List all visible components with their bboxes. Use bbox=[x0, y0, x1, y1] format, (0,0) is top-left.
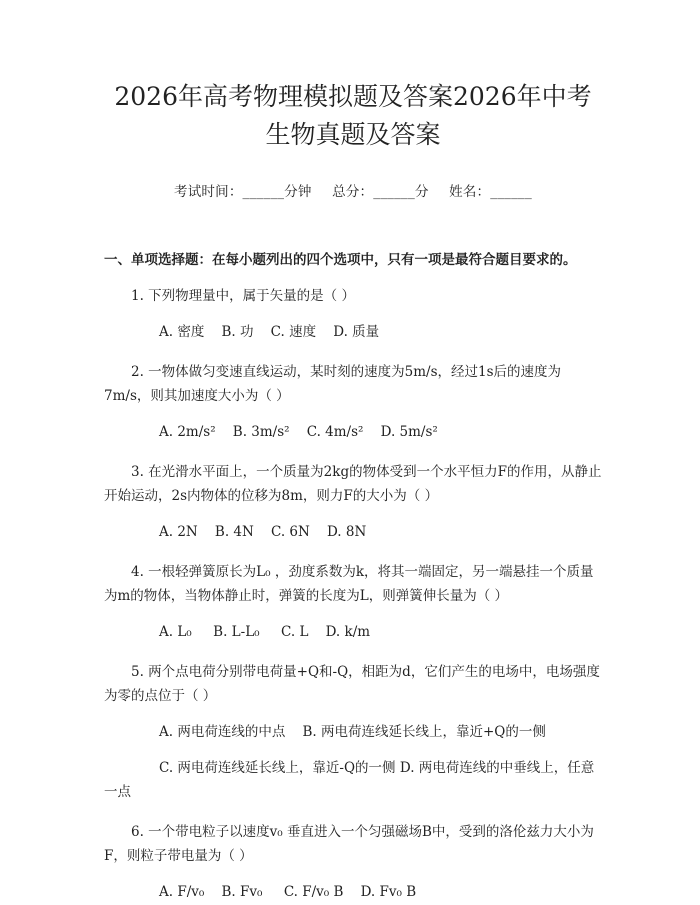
question-stem: 6. 一个带电粒子以速度v₀ 垂直进入一个匀强磁场B中，受到的洛伦兹力大小为F，则粒子带电量为（ ） bbox=[104, 824, 594, 864]
exam-time: 考试时间：______分钟 bbox=[174, 184, 312, 200]
question-stem: 1. 下列物理量中，属于矢量的是（ ） bbox=[131, 288, 355, 304]
question-stem: 3. 在光滑水平面上，一个质量为2kg的物体受到一个水平恒力F的作用，从静止开始运动，2s内物体的位移为8m，则力F的大小为（ ） bbox=[104, 464, 602, 504]
exam-score: 总分：______分 bbox=[332, 184, 429, 200]
exam-name: 姓名：______ bbox=[449, 184, 532, 200]
question-options: A. F/v₀ B. Fv₀ C. F/v₀ B D. Fv₀ B bbox=[159, 884, 417, 900]
document-title: 2026年高考物理模拟题及答案2026年中考生物真题及答案 bbox=[114, 82, 592, 149]
exam-meta bbox=[104, 180, 602, 200]
question-options: A. 2N B. 4N C. 6N D. 8N bbox=[159, 524, 367, 540]
question-stem: 2. 一物体做匀变速直线运动，某时刻的速度为5m/s，经过1s后的速度为7m/s，则其加速度大小为（ ） bbox=[104, 364, 562, 404]
question-stem: 4. 一根轻弹簧原长为L₀ ，劲度系数为k，将其一端固定，另一端悬挂一个质量为m的物体，当物体静止时，弹簧的长度为L，则弹簧伸长量为（ ） bbox=[104, 564, 594, 604]
question-stem: 5. 两个点电荷分别带电荷量+Q和-Q，相距为d，它们产生的电场中，电场强度为零的点位于（ ） bbox=[104, 664, 600, 704]
question-options-continued: C. 两电荷连线延长线上，靠近-Q的一侧 D. 两电荷连线的中垂线上，任意一点 bbox=[104, 760, 595, 800]
question-options: A. L₀ B. L-L₀ C. L D. k/m bbox=[159, 624, 371, 640]
question-options: A. 密度 B. 功 C. 速度 D. 质量 bbox=[159, 324, 380, 340]
section-title: 一、单项选择题：在每小题列出的四个选项中，只有一项是最符合题目要求的。 bbox=[104, 252, 577, 268]
question-options: A. 2m/s² B. 3m/s² C. 4m/s² D. 5m/s² bbox=[159, 424, 438, 440]
question-options: A. 两电荷连线的中点 B. 两电荷连线延长线上，靠近+Q的一侧 bbox=[159, 724, 546, 740]
